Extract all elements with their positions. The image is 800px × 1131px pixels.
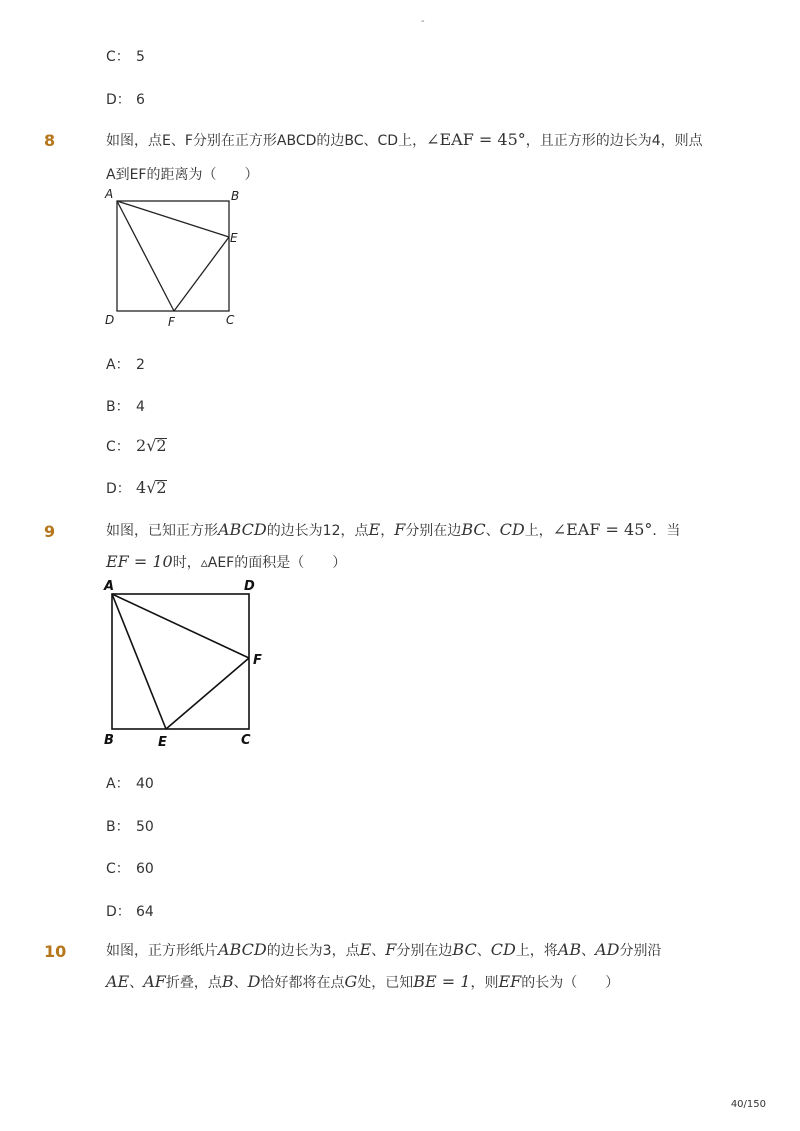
q8-text: 如图，点E、F分别在正方形ABCD的边BC、CD上， [106, 133, 427, 149]
q10-text: ，则 [470, 975, 499, 991]
option-value: 50 [136, 819, 154, 835]
question-10-line-1 [106, 940, 661, 960]
option-value: 60 [136, 861, 154, 877]
q9-label-a: A [104, 579, 115, 594]
q8-segment-af [117, 201, 174, 311]
option-value: 64 [136, 904, 154, 920]
option-label: C： [106, 49, 130, 65]
q8-option-c[interactable] [106, 436, 167, 456]
option-value: 4 [136, 399, 145, 415]
q9-label-f: F [253, 653, 262, 668]
option-value: 6 [136, 92, 145, 108]
q9-text: 的边长为12，点 [266, 523, 369, 539]
q10-math: AE [106, 972, 130, 991]
q9-segment-ef [166, 658, 249, 729]
option-value: 2 [136, 357, 145, 373]
question-number-10: 10 [44, 942, 67, 961]
q10-text: 分别沿 [619, 943, 662, 959]
question-8-line-1 [106, 130, 703, 150]
q9-option-a[interactable] [106, 773, 154, 793]
q9-segment-af [112, 594, 249, 658]
q8-option-a[interactable] [106, 354, 145, 374]
q9-math: ∠EAF = 45° [552, 520, 653, 539]
q10-math: F [385, 940, 397, 959]
q9-option-b[interactable] [106, 816, 154, 836]
q10-text: 分别在边 [396, 943, 453, 959]
q10-math: G [344, 972, 358, 991]
q8-label-e: E [230, 231, 238, 245]
option-coef: 4 [136, 478, 147, 497]
q8-segment-ef [174, 237, 229, 311]
option-label: D： [106, 904, 131, 920]
q10-math: AD [595, 940, 620, 959]
option-c-prev[interactable] [106, 46, 145, 66]
header-mark: - [421, 16, 425, 27]
q10-math: D [247, 972, 261, 991]
q10-text: 、 [129, 975, 144, 991]
q10-text: 、 [371, 943, 386, 959]
option-label: A： [106, 776, 130, 792]
question-number-9: 9 [44, 522, 56, 541]
q9-math: F [394, 520, 406, 539]
q10-text: 如图，正方形纸片 [106, 943, 218, 959]
q10-text: 、 [581, 943, 596, 959]
q9-math: BC [461, 520, 486, 539]
q10-text: 恰好都将在点 [260, 975, 345, 991]
option-value: 40 [136, 776, 154, 792]
q9-segment-ae [112, 594, 166, 729]
option-d-prev[interactable] [106, 89, 145, 109]
q10-math: CD [490, 940, 516, 959]
q9-text: 、 [485, 523, 500, 539]
q10-math: BC [452, 940, 477, 959]
q8-figure [100, 186, 250, 331]
q10-text: 上，将 [515, 943, 558, 959]
option-label: B： [106, 399, 130, 415]
option-radicand: 2 [156, 478, 167, 497]
q9-math: EF = 10 [106, 552, 173, 571]
q9-text: 时，▵AEF的面积是（ ） [172, 555, 347, 571]
q10-text: 的长为（ ） [521, 975, 620, 991]
q10-math: EF [498, 972, 522, 991]
sqrt-sign: √ [146, 478, 157, 497]
q9-text: 上， [524, 523, 553, 539]
option-value: 5 [136, 49, 145, 65]
q9-text: ．当 [652, 523, 681, 539]
q8-label-f: F [168, 315, 175, 329]
option-label: D： [106, 92, 131, 108]
question-9-line-2 [106, 552, 346, 572]
q9-math: CD [499, 520, 525, 539]
sqrt-sign: √ [146, 436, 157, 455]
q10-text: 、 [233, 975, 248, 991]
q10-math: BE = 1 [413, 972, 471, 991]
question-8-line-2: A到EF的距离为（ ） [106, 167, 259, 183]
q10-text: 处，已知 [357, 975, 414, 991]
q10-math: E [359, 940, 372, 959]
q10-text: 的边长为3，点 [266, 943, 360, 959]
q9-text: 分别在边 [405, 523, 462, 539]
q9-option-d[interactable] [106, 901, 154, 921]
q10-math: ABCD [218, 940, 267, 959]
option-label: D： [106, 481, 131, 497]
question-number-8: 8 [44, 131, 56, 150]
option-label: B： [106, 819, 130, 835]
q9-figure [100, 576, 270, 751]
q9-label-e: E [158, 735, 167, 750]
q9-math: ABCD [218, 520, 267, 539]
option-label: C： [106, 439, 130, 455]
option-radicand: 2 [156, 436, 167, 455]
option-coef: 2 [136, 436, 147, 455]
q8-text: ，且正方形的边长为4，则点 [525, 133, 703, 149]
q10-math: B [221, 972, 234, 991]
q9-text: ， [380, 523, 395, 539]
q8-option-b[interactable] [106, 396, 145, 416]
question-9-line-1 [106, 520, 680, 540]
q10-text: 、 [476, 943, 491, 959]
q10-math: AF [143, 972, 166, 991]
q9-math: E [368, 520, 381, 539]
q8-label-c: C [226, 313, 235, 327]
q9-square [112, 594, 249, 729]
q9-text: 如图，已知正方形 [106, 523, 218, 539]
q9-label-d: D [244, 579, 255, 594]
q9-label-c: C [241, 733, 251, 748]
q9-option-c[interactable] [106, 858, 154, 878]
q8-label-b: B [231, 189, 240, 203]
q8-label-a: A [105, 187, 114, 201]
question-10-line-2 [106, 972, 619, 992]
q8-square [117, 201, 229, 311]
page-number: 40/150 [730, 1099, 766, 1110]
q10-text: 折叠，点 [165, 975, 222, 991]
option-label: A： [106, 357, 130, 373]
option-label: C： [106, 861, 130, 877]
q8-angle-math: ∠EAF = 45° [426, 130, 526, 149]
q9-label-b: B [104, 733, 114, 748]
q8-label-d: D [105, 313, 115, 327]
q8-option-d[interactable] [106, 478, 167, 498]
q10-math: AB [557, 940, 582, 959]
q8-segment-ae [117, 201, 229, 237]
